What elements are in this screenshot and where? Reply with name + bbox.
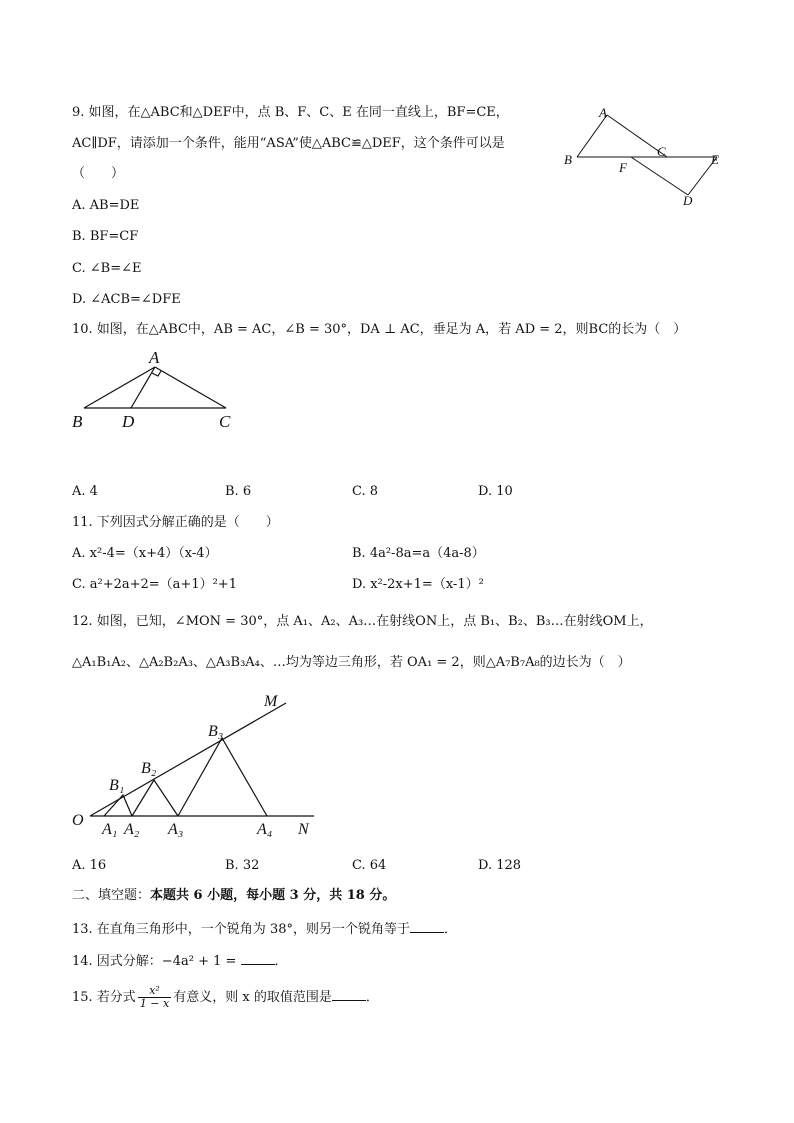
- q12-label-a3: A₃: [168, 821, 184, 838]
- q10-seg-ba: [84, 367, 155, 408]
- q13-line: [72, 920, 457, 939]
- q10-option-d: D. 10: [478, 484, 513, 499]
- q12-option-a: A. 16: [72, 858, 107, 873]
- q10-seg-ac: [155, 367, 226, 408]
- q9-label-d: D: [683, 193, 693, 208]
- q15-prefix: 15. 若分式: [72, 990, 136, 1005]
- q15-denominator: 1 − x: [139, 997, 170, 1010]
- q9-option-c: C. ∠B=∠E: [72, 261, 142, 276]
- q12-label-a2: A₂: [124, 821, 140, 838]
- q10-label-d: D: [122, 412, 135, 431]
- q15-line: [72, 984, 379, 1012]
- q12-line1: 12. 如图，已知，∠MON = 30°，点 A₁、A₂、A₃…在射线ON上，点 B₁、B₂、B₃…在射线OM上，: [72, 614, 653, 629]
- q11-option-c: C. a²+2a+2=（a+1）²+1: [72, 577, 237, 592]
- q15-numerator: x²: [138, 985, 171, 998]
- q12-option-c: C. 64: [352, 858, 387, 873]
- q9-option-a: A. AB=DE: [72, 198, 140, 213]
- q13-text: 13. 在直角三角形中，一个锐角为 38°，则另一个锐角等于: [72, 922, 410, 937]
- q12-option-d: D. 128: [478, 858, 522, 873]
- q12-label-b1: B₁: [109, 777, 125, 794]
- q15-suffix: ．: [365, 990, 379, 1005]
- q12-label-a4: A₄: [257, 821, 273, 838]
- q9-label-e: E: [711, 152, 719, 167]
- q9-label-a: A: [599, 105, 607, 120]
- q14-suffix: ．: [274, 954, 288, 969]
- q13-answer-blank: [410, 920, 444, 933]
- q12-label-b3: B₃: [208, 723, 224, 740]
- q11-option-d: D. x²-2x+1=（x-1）²: [352, 577, 484, 592]
- q15-text: 有意义，则 x 的取值范围是: [173, 990, 332, 1005]
- q9-line1: 9. 如图，在△ABC和△DEF中，点 B、F、C、E 在同一直线上，BF=CE，: [72, 105, 509, 120]
- q9-label-f: F: [619, 160, 627, 175]
- q12-triangle-2: [132, 780, 178, 816]
- q12-line2: △A₁B₁A₂、△A₂B₂A₃、△A₃B₃A₄、…均为等边三角形，若 OA₁ = 2，则△A₇B₇A₈的边长为（ ）: [72, 655, 631, 670]
- section2-heading: [72, 887, 395, 905]
- q10-right-angle-mark: [152, 371, 161, 376]
- q12-label-b2: B₂: [141, 760, 157, 777]
- q9-line3: （ ）: [72, 166, 125, 181]
- q11-option-b: B. 4a²-8a=a（4a-8）: [352, 546, 485, 561]
- q11-text: 11. 下列因式分解正确的是（ ）: [72, 515, 279, 530]
- q12-label-n: N: [298, 821, 309, 838]
- q10-label-b: B: [72, 412, 83, 431]
- q10-seg-da: [131, 367, 155, 408]
- q9-seg-fd: [631, 157, 688, 195]
- q12-label-a1: A₁: [102, 821, 118, 838]
- q13-suffix: ．: [443, 922, 457, 937]
- q12-label-o: O: [72, 812, 84, 829]
- q9-label-c: C: [657, 144, 666, 159]
- q9-label-b: B: [564, 152, 572, 167]
- q10-label-a: A: [149, 348, 160, 367]
- q12-triangle-3: [178, 738, 267, 816]
- q12-label-m: M: [264, 693, 278, 710]
- q9-seg-ab: [577, 115, 607, 157]
- q10-option-b: B. 6: [225, 484, 252, 499]
- q12-option-b: B. 32: [225, 858, 260, 873]
- q12-figure: [68, 688, 328, 843]
- q9-figure: [555, 100, 735, 210]
- section2-bold: 本题共 6 小题，每小题 3 分，共 18 分。: [150, 888, 396, 903]
- q11-option-a: A. x²-4=（x+4）（x-4）: [72, 546, 218, 561]
- q15-answer-blank: [332, 988, 366, 1001]
- q14-answer-blank: [241, 952, 275, 965]
- section2-prefix: 二、填空题：: [72, 888, 151, 903]
- q14-line: [72, 952, 288, 971]
- q10-option-c: C. 8: [352, 484, 379, 499]
- q15-fraction: [138, 985, 171, 1010]
- q9-line2: AC∥DF，请添加一个条件，能用“ASA”使△ABC≌△DEF，这个条件可以是: [72, 136, 505, 151]
- q14-text: 14. 因式分解：−4a² + 1 =: [72, 954, 237, 969]
- q10-figure: [68, 345, 248, 435]
- q10-label-c: C: [219, 412, 231, 431]
- q10-text: 10. 如图，在△ABC中，AB = AC，∠B = 30°，DA ⊥ AC，垂足为 A，若 AD = 2，则BC的长为（ ）: [72, 322, 687, 337]
- q9-option-b: B. BF=CF: [72, 229, 139, 244]
- q9-option-d: D. ∠ACB=∠DFE: [72, 292, 181, 307]
- q10-option-a: A. 4: [72, 484, 98, 499]
